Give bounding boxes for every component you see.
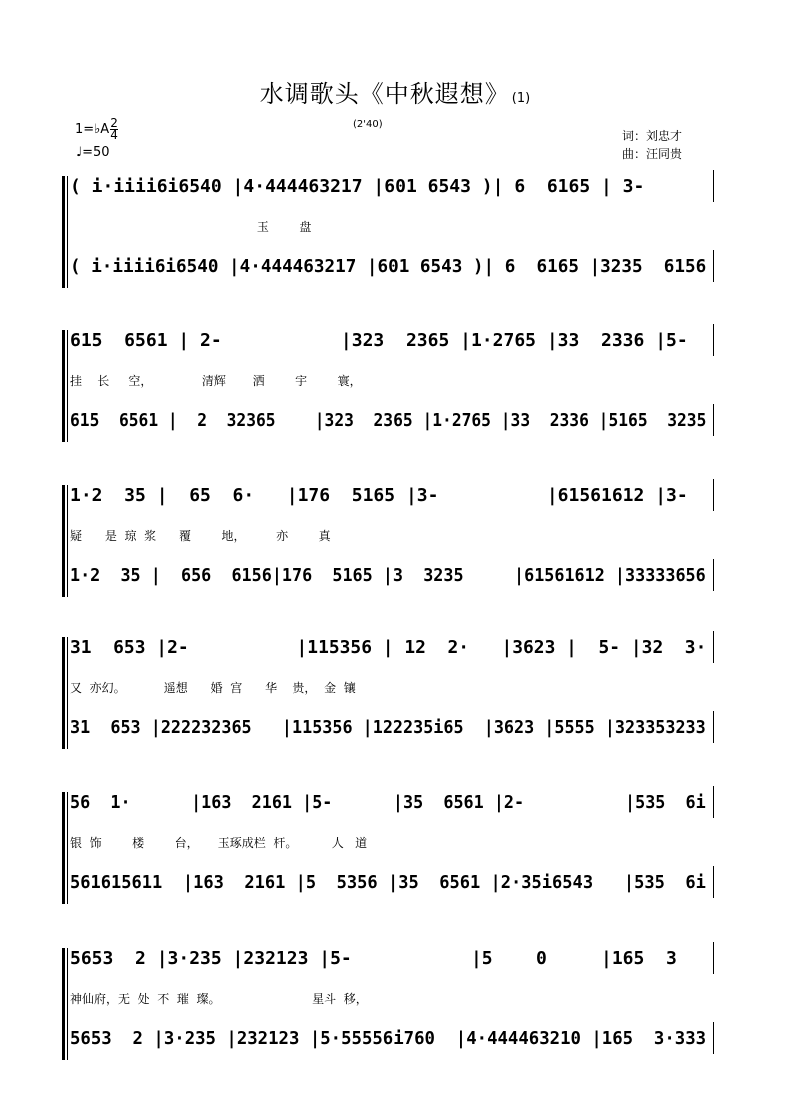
tempo-marking: ♩=50: [76, 145, 110, 160]
melody-row: [62, 792, 714, 832]
lyrics-text: 又 亦幻。 遥想 婚 宫 华 贵， 金 镶: [70, 681, 356, 695]
title-main: 水调歌头《中秋遐想》: [259, 80, 510, 108]
barline: [713, 404, 714, 436]
accompaniment-notes: ( i·iiii6i6540 |4·444463217 |601 6543 )| 6 6165 |3235 6156: [70, 256, 707, 277]
time-denominator: 4: [110, 128, 118, 142]
score-system: [62, 948, 714, 1060]
accompaniment-notes: 1·2 35 | 656 6156|176 5165 |3 3235 |61561612 |33333656: [70, 565, 706, 586]
melody-notes: 31 653 |2- |115356 | 12 2· |3623 | 5- |32 3·: [70, 637, 707, 658]
melody-row: [62, 948, 714, 988]
lyric-row: [62, 525, 714, 547]
lyrics-text: 银 饰 楼 台， 玉琢成栏 杆。 人 道: [70, 836, 368, 850]
accompaniment-notes: 5653 2 |3·235 |232123 |5·55556i760 |4·444463210 |165 3·333: [70, 1028, 707, 1049]
score-system: [62, 485, 714, 597]
key-signature: [75, 118, 118, 141]
lyrics-text: 挂 长 空， 清辉 洒 宇 寰，: [70, 374, 362, 388]
lyricist-credit: 词：刘忠才: [622, 129, 683, 143]
barline: [713, 866, 714, 898]
accompaniment-notes: 615 6561 | 2 32365 |323 2365 |1·2765 |33 2336 |5165 3235: [70, 410, 707, 431]
melody-row: [62, 176, 714, 216]
duration-label: (2'40): [353, 119, 383, 130]
barline: [713, 711, 714, 743]
lyric-row: [62, 216, 714, 238]
melody-notes: 56 1· |163 2161 |5- |35 6561 |2- |535 6i: [70, 792, 706, 813]
time-signature: [110, 118, 118, 141]
barline: [713, 250, 714, 282]
title-part: (1): [511, 91, 531, 106]
melody-notes: 5653 2 |3·235 |232123 |5- |5 0 |165 3: [70, 948, 677, 969]
accompaniment-notes: 561615611 |163 2161 |5 5356 |35 6561 |2·35i6543 |535 6i: [70, 872, 706, 893]
accompaniment-notes: 31 653 |222232365 |115356 |122235i65 |3623 |5555 |323353233: [70, 717, 706, 738]
score-system: [62, 330, 714, 442]
melody-row: [62, 485, 714, 525]
accompaniment-row: [62, 256, 714, 296]
barline: [713, 479, 714, 511]
melody-notes: 1·2 35 | 65 6· |176 5165 |3- |61561612 |3-: [70, 485, 688, 506]
barline: [713, 324, 714, 356]
score-title: [0, 74, 790, 109]
score-system: [62, 176, 714, 288]
accompaniment-row: [62, 872, 714, 912]
time-numerator: 2: [110, 116, 118, 130]
composer-credit: 曲：汪同贵: [622, 147, 683, 161]
melody-row: [62, 330, 714, 370]
accompaniment-row: [62, 1028, 714, 1068]
melody-row: [62, 637, 714, 677]
melody-notes: 615 6561 | 2- |323 2365 |1·2765 |33 2336 |5-: [70, 330, 688, 351]
score-system: [62, 637, 714, 749]
lyric-row: [62, 988, 714, 1010]
barline: [713, 786, 714, 818]
key-text: 1=♭A: [75, 122, 110, 137]
barline: [713, 942, 714, 974]
score-system: [62, 792, 714, 904]
barline: [713, 1022, 714, 1054]
accompaniment-row: [62, 565, 714, 605]
lyrics-text: 神仙府，无 处 不 璀 璨。 星斗 移，: [70, 992, 368, 1006]
lyrics-text: 疑 是 琼 浆 覆 地， 亦 真: [70, 529, 331, 543]
lyric-row: [62, 677, 714, 699]
accompaniment-row: [62, 410, 714, 450]
accompaniment-row: [62, 717, 714, 757]
barline: [713, 170, 714, 202]
lyric-row: [62, 370, 714, 392]
lyrics-text: 玉 盘: [70, 220, 312, 234]
barline: [713, 631, 714, 663]
melody-notes: ( i·iiii6i6540 |4·444463217 |601 6543 )| 6 6165 | 3-: [70, 176, 645, 197]
barline: [713, 559, 714, 591]
lyric-row: [62, 832, 714, 854]
